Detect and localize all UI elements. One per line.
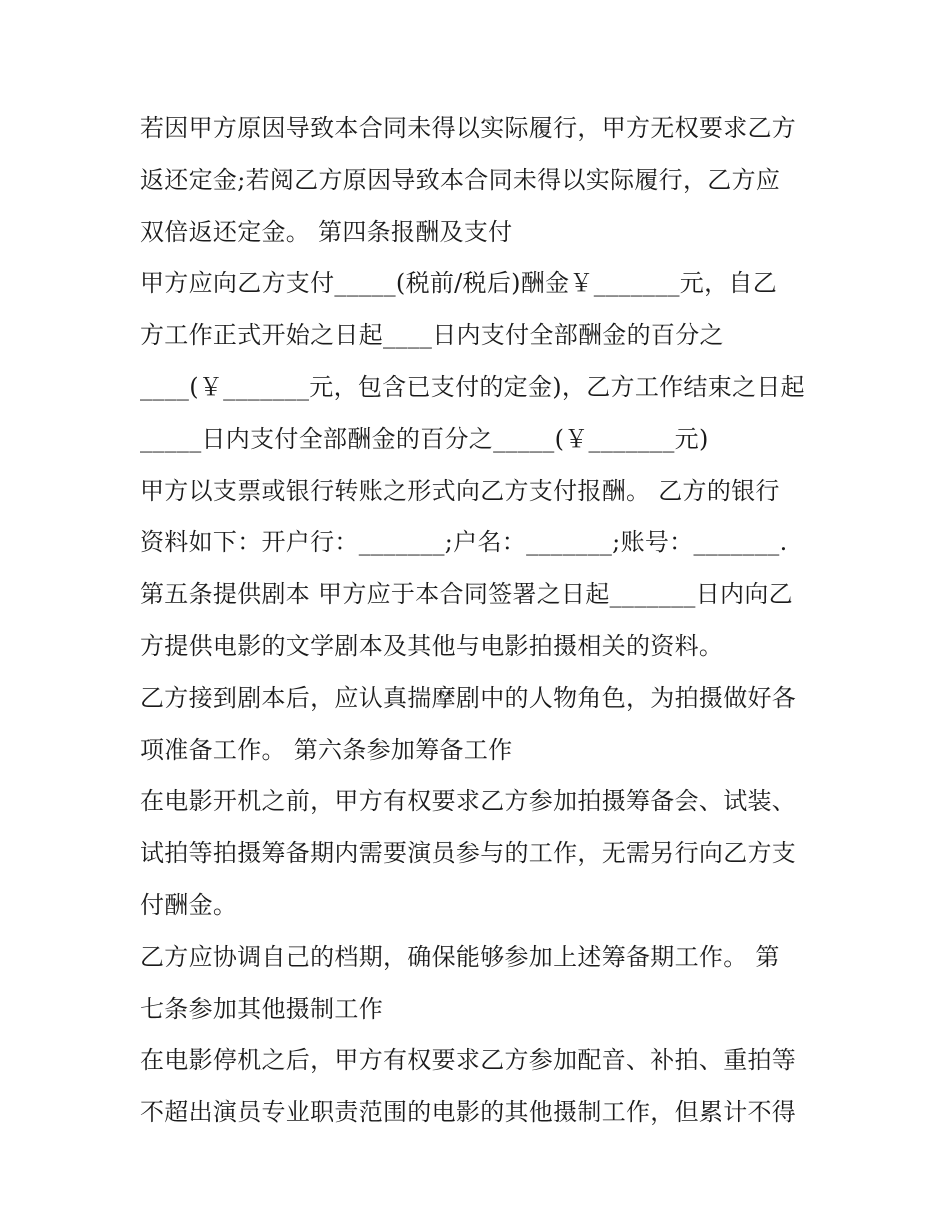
text-line: 第五条提供剧本 甲方应于本合同签署之日起_______日内向乙: [140, 580, 793, 609]
text-line: 七条参加其他摄制工作: [140, 994, 383, 1023]
text-line: 不超出演员专业职责范围的电影的其他摄制工作，但累计不得: [140, 1098, 797, 1127]
text-line: 甲方应向乙方支付_____(税前/税后)酬金￥_______元，自乙: [140, 269, 778, 298]
text-line: _____日内支付全部酬金的百分之_____(￥_______元): [140, 424, 709, 453]
contract-text: [140, 103, 830, 1139]
text-line: 方提供电影的文学剧本及其他与电影拍摄相关的资料。: [140, 631, 724, 660]
text-line: 在电影开机之前，甲方有权要求乙方参加拍摄筹备会、试装、: [140, 787, 797, 816]
text-line: 双倍返还定金。 第四条报酬及支付: [140, 217, 513, 246]
text-line: 若因甲方原因导致本合同未得以实际履行，甲方无权要求乙方: [140, 114, 797, 142]
text-line: 资料如下：开户行：_______;户名：_______;账号：_______.: [140, 528, 788, 557]
text-line: 付酬金。: [140, 890, 238, 919]
text-line: 乙方应协调自己的档期，确保能够参加上述筹备期工作。 第: [140, 942, 780, 971]
text-line: 方工作正式开始之日起____日内支付全部酬金的百分之: [140, 321, 724, 350]
text-line: 乙方接到剧本后，应认真揣摩剧中的人物角色，为拍摄做好各: [140, 683, 797, 712]
text-line: 返还定金;若阅乙方原因导致本合同未得以实际履行，乙方应: [140, 165, 781, 194]
text-line: 项准备工作。 第六条参加筹备工作: [140, 735, 513, 764]
text-line: 甲方以支票或银行转账之形式向乙方支付报酬。 乙方的银行: [140, 476, 780, 505]
text-line: 在电影停机之后，甲方有权要求乙方参加配音、补拍、重拍等: [140, 1046, 797, 1075]
text-line: 试拍等拍摄筹备期内需要演员参与的工作，无需另行向乙方支: [140, 839, 797, 868]
text-line: ____(￥_______元，包含已支付的定金)，乙方工作结束之日起: [140, 372, 805, 401]
